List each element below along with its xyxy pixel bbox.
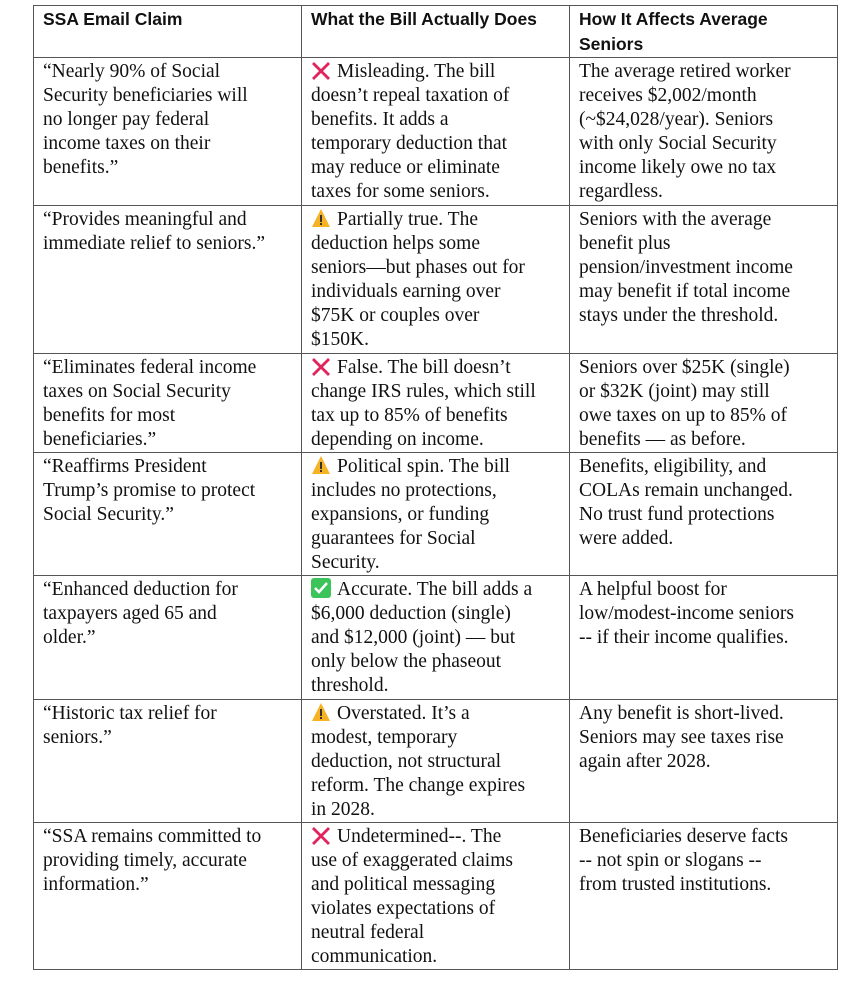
effect-text: Seniors over $25K (single) or $32K (joint) may still owe taxes on up to 85% of benefits — as before. (579, 357, 790, 450)
verdict-cell (302, 354, 570, 453)
claim-text: “Eliminates federal income taxes on Social Security benefits for most beneficiaries.” (43, 357, 257, 450)
effect-cell (570, 206, 838, 354)
verdict-cell (302, 823, 570, 970)
effect-text: Benefits, eligibility, and COLAs remain unchanged. No trust fund protections were added. (579, 456, 793, 549)
effect-cell (570, 823, 838, 970)
cross-mark-icon (311, 356, 331, 376)
verdict-cell (302, 700, 570, 823)
cross-mark-icon (311, 825, 331, 845)
claim-cell (34, 206, 302, 354)
verdict-cell (302, 453, 570, 576)
claim-text: “Enhanced deduction for taxpayers aged 65 and older.” (43, 579, 238, 648)
claim-cell (34, 354, 302, 453)
claim-cell (34, 453, 302, 576)
verdict-cell (302, 576, 570, 700)
effect-text: Seniors with the average benefit plus pension/investment income may benefit if total income stays under the threshold. (579, 209, 793, 326)
table-row (34, 354, 838, 453)
header-what-bill-does: What the Bill Actually Does (302, 6, 570, 58)
table-row (34, 453, 838, 576)
verdict-cell (302, 206, 570, 354)
claim-cell (34, 823, 302, 970)
check-mark-icon (311, 578, 331, 598)
table-row (34, 206, 838, 354)
claim-cell (34, 576, 302, 700)
effect-cell (570, 58, 838, 206)
effect-text: A helpful boost for low/modest-income seniors -- if their income qualifies. (579, 579, 795, 648)
verdict-text: Partially true. The deduction helps some seniors—but phases out for individuals earning over $75K or couples over $150K. (311, 209, 525, 350)
effect-text: Any benefit is short-lived. Seniors may see taxes rise again after 2028. (579, 703, 784, 772)
verdict-text: False. The bill doesn’t change IRS rules, which still tax up to 85% of benefits depending on income. (311, 357, 536, 450)
table-row (34, 823, 838, 970)
effect-text: Beneficiaries deserve facts -- not spin or slogans -- from trusted institutions. (579, 826, 788, 895)
effect-cell (570, 453, 838, 576)
verdict-text: Overstated. It’s a modest, temporary deduction, not structural reform. The change expires in 2028. (311, 703, 526, 820)
header-row (34, 6, 838, 58)
claims-comparison-table (33, 5, 838, 970)
claim-cell (34, 700, 302, 823)
claim-text: “Reaffirms President Trump’s promise to protect Social Security.” (43, 456, 256, 525)
claim-text: “Nearly 90% of Social Security beneficiaries will no longer pay federal income taxes on their benefits.” (43, 61, 248, 178)
verdict-text: Accurate. The bill adds a $6,000 deduction (single) and $12,000 (joint) — but only below the phaseout threshold. (311, 579, 533, 696)
claim-text: “Historic tax relief for seniors.” (43, 703, 217, 748)
table-row (34, 576, 838, 700)
warning-icon (311, 702, 331, 722)
verdict-cell (302, 58, 570, 206)
claim-text: “Provides meaningful and immediate relief to seniors.” (43, 209, 266, 254)
verdict-text: Political spin. The bill includes no protections, expansions, or funding guarantees for Social Security. (311, 456, 510, 573)
effect-cell (570, 700, 838, 823)
claim-cell (34, 58, 302, 206)
effect-text: The average retired worker receives $2,002/month (~$24,028/year). Seniors with only Social Security income likely owe no tax regardless. (579, 61, 791, 202)
header-how-it-affects: How It Affects Average Seniors (570, 6, 838, 58)
header-ssa-email-claim: SSA Email Claim (34, 6, 302, 58)
cross-mark-icon (311, 60, 331, 80)
table-row (34, 58, 838, 206)
effect-cell (570, 576, 838, 700)
claim-text: “SSA remains committed to providing timely, accurate information.” (43, 826, 262, 895)
table-row (34, 700, 838, 823)
warning-icon (311, 208, 331, 228)
verdict-text: Misleading. The bill doesn’t repeal taxation of benefits. It adds a temporary deduction that may reduce or eliminate taxes for some seniors. (311, 61, 510, 202)
effect-cell (570, 354, 838, 453)
verdict-text: Undetermined--. The use of exaggerated claims and political messaging violates expectations of neutral federal communication. (311, 826, 513, 967)
warning-icon (311, 455, 331, 475)
